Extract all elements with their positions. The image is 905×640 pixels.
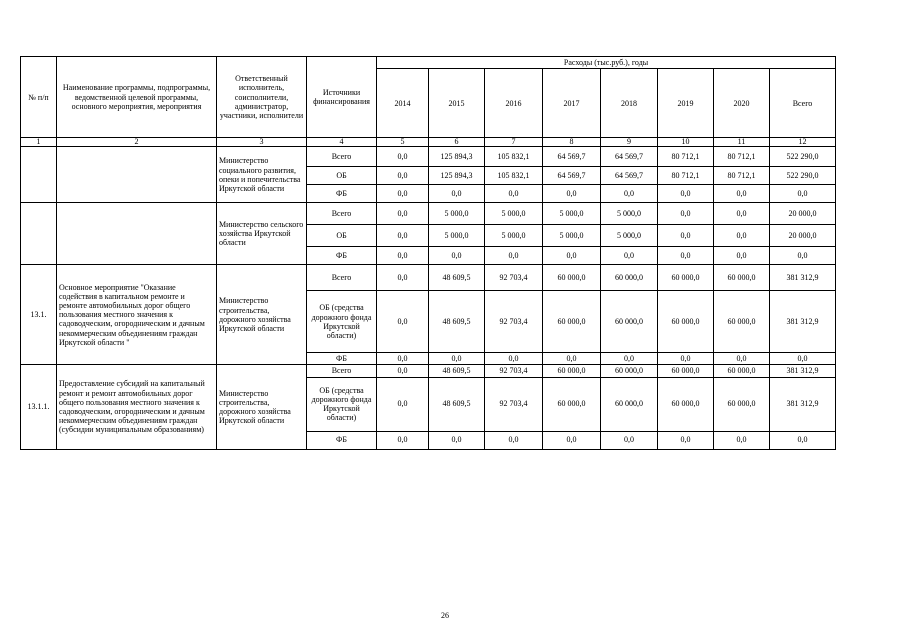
table-row [21, 203, 836, 225]
column-number: 8 [543, 138, 601, 147]
value-cell: 5 000,0 [485, 225, 543, 247]
value-cell: 60 000,0 [543, 291, 601, 353]
value-cell: 0,0 [377, 353, 429, 365]
value-cell: 0,0 [429, 353, 485, 365]
total-cell: 0,0 [770, 185, 836, 203]
value-cell: 48 609,5 [429, 365, 485, 377]
funding-source: Всего [307, 265, 377, 291]
program-name [57, 203, 217, 265]
executor-name: Министерство социального развития, опеки и попечительства Иркутской области [217, 147, 307, 203]
value-cell: 5 000,0 [601, 203, 658, 225]
value-cell: 0,0 [543, 353, 601, 365]
total-cell: 20 000,0 [770, 203, 836, 225]
value-cell: 60 000,0 [714, 365, 770, 377]
value-cell: 0,0 [485, 431, 543, 449]
value-cell: 0,0 [377, 365, 429, 377]
value-cell: 5 000,0 [601, 225, 658, 247]
value-cell: 105 832,1 [485, 147, 543, 167]
value-cell: 5 000,0 [485, 203, 543, 225]
total-cell: 381 312,9 [770, 365, 836, 377]
value-cell: 0,0 [714, 203, 770, 225]
header-total: Всего [770, 69, 836, 138]
value-cell: 0,0 [714, 185, 770, 203]
total-cell: 0,0 [770, 247, 836, 265]
column-number: 4 [307, 138, 377, 147]
value-cell: 60 000,0 [714, 291, 770, 353]
value-cell: 0,0 [543, 431, 601, 449]
value-cell: 0,0 [658, 203, 714, 225]
budget-table [20, 56, 836, 450]
value-cell: 0,0 [601, 247, 658, 265]
value-cell: 60 000,0 [543, 365, 601, 377]
value-cell: 125 894,3 [429, 167, 485, 185]
row-number: 13.1. [21, 265, 57, 365]
column-number: 7 [485, 138, 543, 147]
value-cell: 0,0 [714, 225, 770, 247]
value-cell: 0,0 [714, 353, 770, 365]
value-cell: 0,0 [429, 247, 485, 265]
total-cell: 381 312,9 [770, 265, 836, 291]
value-cell: 60 000,0 [658, 265, 714, 291]
column-number: 9 [601, 138, 658, 147]
column-number: 6 [429, 138, 485, 147]
value-cell: 64 569,7 [543, 147, 601, 167]
value-cell: 92 703,4 [485, 365, 543, 377]
program-name: Предоставление субсидий на капитальный ремонт и ремонт автомобильных дорог общего пользования местного значения к садоводческим, огородническим и дачным некоммерческим объединениям граждан (субсидии муниципальным образованиям) [57, 365, 217, 449]
funding-source: Всего [307, 203, 377, 225]
value-cell: 0,0 [658, 225, 714, 247]
header-num: № п/п [21, 57, 57, 138]
value-cell: 5 000,0 [543, 225, 601, 247]
funding-source: ОБ [307, 225, 377, 247]
value-cell: 60 000,0 [714, 265, 770, 291]
value-cell: 60 000,0 [543, 377, 601, 431]
executor-name: Министерство строительства, дорожного хозяйства Иркутской области [217, 365, 307, 449]
column-number-row [21, 138, 836, 147]
value-cell: 0,0 [377, 225, 429, 247]
total-cell: 20 000,0 [770, 225, 836, 247]
value-cell: 5 000,0 [429, 203, 485, 225]
value-cell: 0,0 [377, 431, 429, 449]
value-cell: 0,0 [429, 185, 485, 203]
value-cell: 60 000,0 [714, 377, 770, 431]
total-cell: 0,0 [770, 353, 836, 365]
value-cell: 0,0 [377, 185, 429, 203]
value-cell: 60 000,0 [658, 291, 714, 353]
value-cell: 80 712,1 [714, 147, 770, 167]
header-source: Источники финансирования [307, 57, 377, 138]
total-cell: 522 290,0 [770, 147, 836, 167]
value-cell: 0,0 [601, 353, 658, 365]
funding-source: ФБ [307, 185, 377, 203]
value-cell: 0,0 [714, 431, 770, 449]
funding-source: ФБ [307, 353, 377, 365]
executor-name: Министерство строительства, дорожного хозяйства Иркутской области [217, 265, 307, 365]
column-number: 12 [770, 138, 836, 147]
total-cell: 381 312,9 [770, 377, 836, 431]
value-cell: 60 000,0 [601, 365, 658, 377]
header-year: 2020 [714, 69, 770, 138]
value-cell: 5 000,0 [543, 203, 601, 225]
value-cell: 0,0 [658, 353, 714, 365]
value-cell: 0,0 [377, 377, 429, 431]
value-cell: 64 569,7 [543, 167, 601, 185]
value-cell: 0,0 [377, 247, 429, 265]
value-cell: 0,0 [658, 185, 714, 203]
value-cell: 92 703,4 [485, 291, 543, 353]
funding-source: ОБ [307, 167, 377, 185]
header-year: 2017 [543, 69, 601, 138]
funding-source: ФБ [307, 431, 377, 449]
value-cell: 80 712,1 [658, 167, 714, 185]
row-number: 13.1.1. [21, 365, 57, 449]
header-year: 2019 [658, 69, 714, 138]
value-cell: 80 712,1 [714, 167, 770, 185]
value-cell: 0,0 [377, 265, 429, 291]
header-year: 2016 [485, 69, 543, 138]
column-number: 10 [658, 138, 714, 147]
total-cell: 381 312,9 [770, 291, 836, 353]
value-cell: 48 609,5 [429, 291, 485, 353]
funding-source: ОБ (средства дорожного фонда Иркутской области) [307, 377, 377, 431]
value-cell: 0,0 [485, 185, 543, 203]
program-name: Основное мероприятие "Оказание содействия в капитальном ремонте и ремонте автомобильных дорог общего пользования местного значения к садоводческим, огородническим и дачным некоммерческим объединениям граждан Иркутской области " [57, 265, 217, 365]
total-cell: 522 290,0 [770, 167, 836, 185]
header-year: 2014 [377, 69, 429, 138]
executor-name: Министерство сельского хозяйства Иркутской области [217, 203, 307, 265]
value-cell: 0,0 [658, 247, 714, 265]
table-body [21, 57, 836, 450]
funding-source: ОБ (средства дорожного фонда Иркутской области) [307, 291, 377, 353]
value-cell: 0,0 [714, 247, 770, 265]
funding-source: ФБ [307, 247, 377, 265]
value-cell: 0,0 [543, 185, 601, 203]
table-row [21, 147, 836, 167]
value-cell: 0,0 [377, 167, 429, 185]
row-number [21, 203, 57, 265]
value-cell: 92 703,4 [485, 377, 543, 431]
value-cell: 105 832,1 [485, 167, 543, 185]
table-row [21, 265, 836, 291]
value-cell: 60 000,0 [658, 365, 714, 377]
table-row [21, 365, 836, 377]
header-executor: Ответственный исполнитель, соисполнители, администратор, участники, исполнители [217, 57, 307, 138]
value-cell: 0,0 [377, 203, 429, 225]
value-cell: 0,0 [377, 291, 429, 353]
funding-source: Всего [307, 365, 377, 377]
value-cell: 0,0 [429, 431, 485, 449]
value-cell: 5 000,0 [429, 225, 485, 247]
value-cell: 48 609,5 [429, 265, 485, 291]
value-cell: 80 712,1 [658, 147, 714, 167]
value-cell: 0,0 [601, 185, 658, 203]
header-year: 2015 [429, 69, 485, 138]
value-cell: 0,0 [601, 431, 658, 449]
column-number: 1 [21, 138, 57, 147]
column-number: 5 [377, 138, 429, 147]
value-cell: 0,0 [543, 247, 601, 265]
column-number: 11 [714, 138, 770, 147]
funding-source: Всего [307, 147, 377, 167]
header-year: 2018 [601, 69, 658, 138]
value-cell: 60 000,0 [601, 265, 658, 291]
value-cell: 92 703,4 [485, 265, 543, 291]
value-cell: 125 894,3 [429, 147, 485, 167]
value-cell: 60 000,0 [601, 291, 658, 353]
row-number [21, 147, 57, 203]
value-cell: 60 000,0 [601, 377, 658, 431]
value-cell: 64 569,7 [601, 167, 658, 185]
header-row [21, 57, 836, 69]
value-cell: 64 569,7 [601, 147, 658, 167]
total-cell: 0,0 [770, 431, 836, 449]
header-name: Наименование программы, подпрограммы, ведомственной целевой программы, основного мероприятия, мероприятия [57, 57, 217, 138]
value-cell: 48 609,5 [429, 377, 485, 431]
value-cell: 0,0 [485, 247, 543, 265]
column-number: 2 [57, 138, 217, 147]
value-cell: 0,0 [377, 147, 429, 167]
column-number: 3 [217, 138, 307, 147]
value-cell: 0,0 [658, 431, 714, 449]
value-cell: 60 000,0 [658, 377, 714, 431]
page-number: 26 [441, 611, 449, 620]
program-name [57, 147, 217, 203]
value-cell: 0,0 [485, 353, 543, 365]
value-cell: 60 000,0 [543, 265, 601, 291]
header-expenses: Расходы (тыс.руб.), годы [377, 57, 836, 69]
